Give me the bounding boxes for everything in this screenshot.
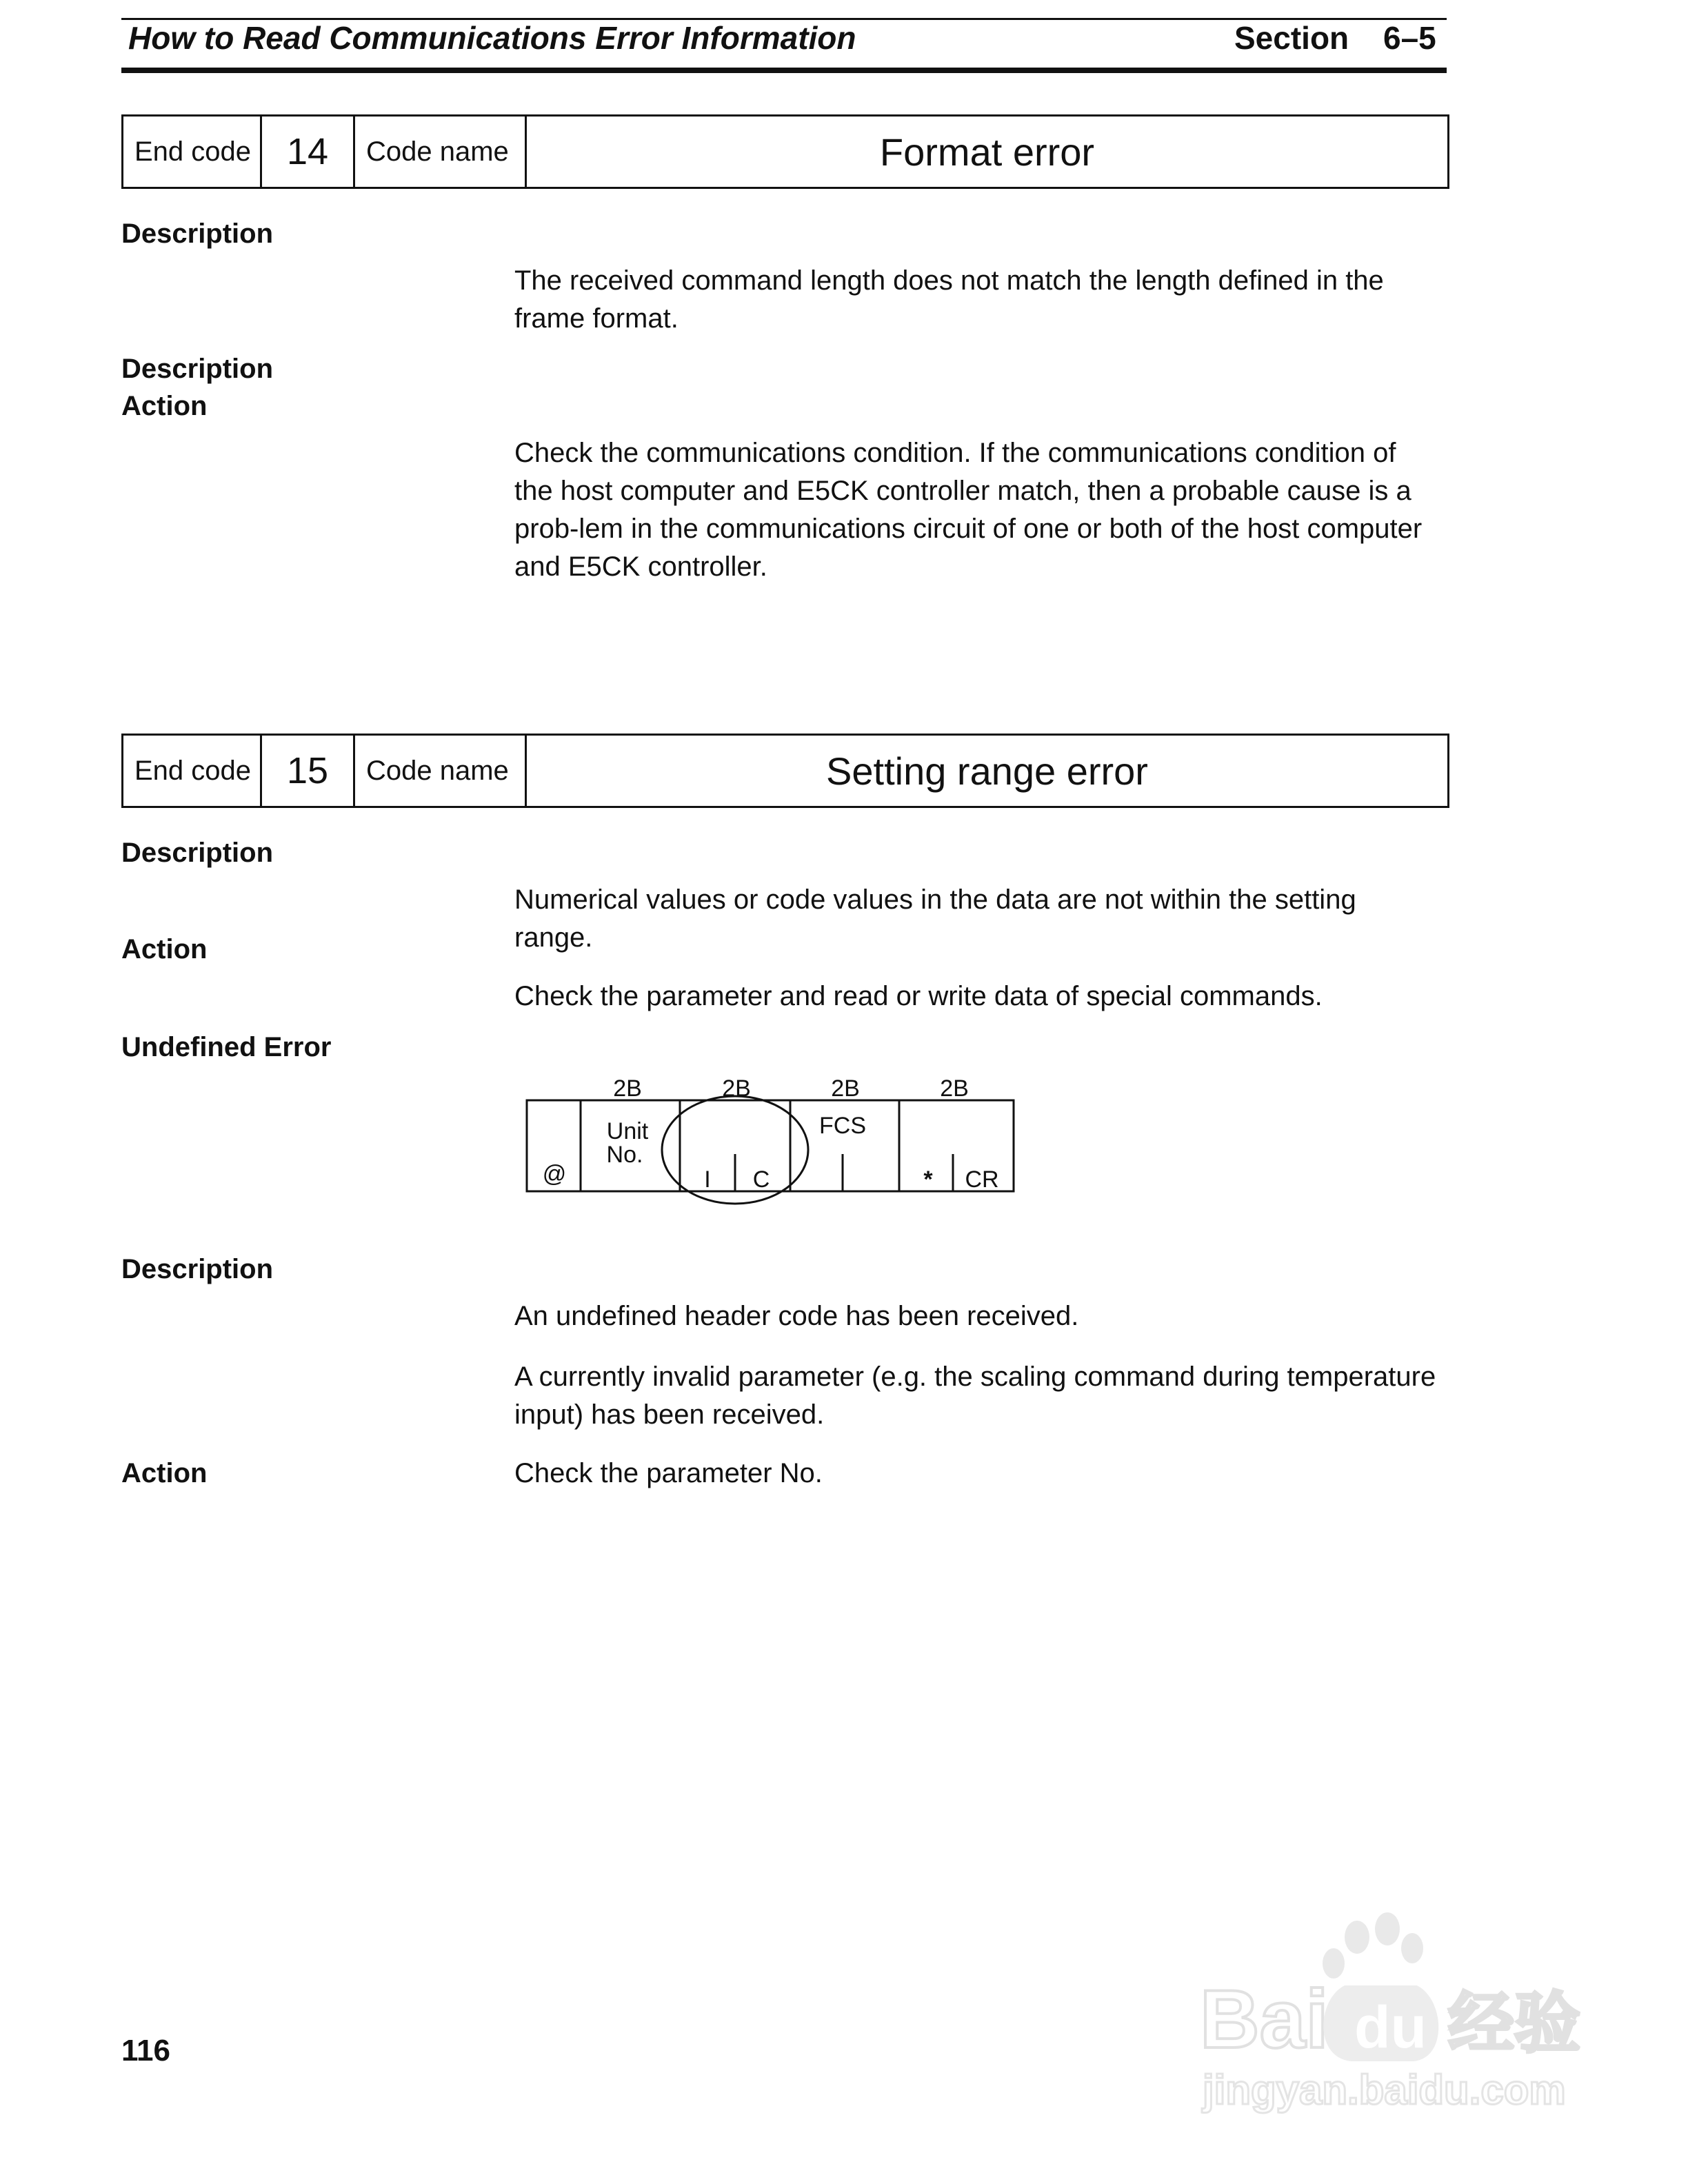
undefined-error-heading: Undefined Error — [121, 1032, 332, 1062]
header-code-c: C — [752, 1166, 770, 1193]
at-symbol: @ — [542, 1161, 567, 1187]
description-text-undefined-2: A currently invalid parameter (e.g. the scaling command during temperature input) has been received. — [514, 1362, 1436, 1430]
header-title: How to Read Communications Error Information — [128, 20, 856, 56]
description-heading-14b: Description — [121, 354, 274, 384]
code-name-label: Code name — [354, 116, 526, 188]
page-number: 116 — [121, 2034, 170, 2067]
paw-icon — [1323, 1912, 1423, 1979]
byte-label: 2B — [831, 1075, 860, 1102]
watermark-logo-cn: 经验 — [1448, 1987, 1580, 2061]
description-heading-15: Description — [121, 838, 274, 868]
header-section-number: 6–5 — [1383, 20, 1436, 56]
unit-label: Unit — [606, 1118, 649, 1144]
action-heading-undefined: Action — [121, 1458, 208, 1488]
unit-no-label: No. — [606, 1142, 643, 1168]
watermark-url: jingyan.baidu.com — [1203, 2067, 1566, 2113]
action-heading-15: Action — [121, 934, 208, 964]
code-name-label: Code name — [354, 735, 526, 807]
byte-label: 2B — [613, 1075, 642, 1102]
terminator-cr: CR — [965, 1166, 999, 1193]
frame-format-diagram — [524, 1070, 1021, 1222]
end-code-value: 14 — [261, 116, 354, 188]
action-text-15: Check the parameter and read or write data of special commands. — [514, 981, 1323, 1011]
description-heading-undefined: Description — [121, 1254, 274, 1284]
frame-outline — [527, 1100, 1014, 1191]
end-code-15-box — [121, 734, 1449, 808]
baidu-jingyan-watermark — [1186, 1910, 1586, 2116]
end-code-label: End code — [123, 735, 261, 807]
header-section-label: Section — [1234, 20, 1349, 56]
end-code-14-box — [121, 114, 1449, 189]
action-heading-14: Action — [121, 391, 208, 421]
header-rule — [121, 68, 1447, 73]
description-heading-14: Description — [121, 219, 274, 249]
watermark-paw-pad — [1323, 1985, 1438, 2061]
watermark-logo-du: du — [1354, 1994, 1427, 2061]
code-name-value: Format error — [526, 116, 1449, 188]
description-text-14: The received command length does not match the length defined in the frame format. — [514, 265, 1384, 334]
byte-label: 2B — [722, 1075, 751, 1102]
end-code-value: 15 — [261, 735, 354, 807]
byte-label: 2B — [940, 1075, 969, 1102]
action-text-14: Check the communications condition. If the communications condition of the host computer and E5CK controller match, then a probable cause is a prob-lem in the communications circuit of one or both of the host computer and E5CK controller. — [514, 438, 1423, 582]
description-text-15: Numerical values or code values in the data are not within the setting range. — [514, 884, 1356, 953]
end-code-label: End code — [123, 116, 261, 188]
header-code-i: I — [704, 1166, 711, 1193]
terminator-asterisk: * — [923, 1166, 933, 1193]
watermark-logo-latin: Bai — [1200, 1973, 1329, 2065]
action-text-undefined: Check the parameter No. — [514, 1458, 823, 1488]
description-text-undefined-1: An undefined header code has been received. — [514, 1301, 1079, 1331]
fcs-label: FCS — [819, 1113, 866, 1139]
code-name-value: Setting range error — [526, 735, 1449, 807]
